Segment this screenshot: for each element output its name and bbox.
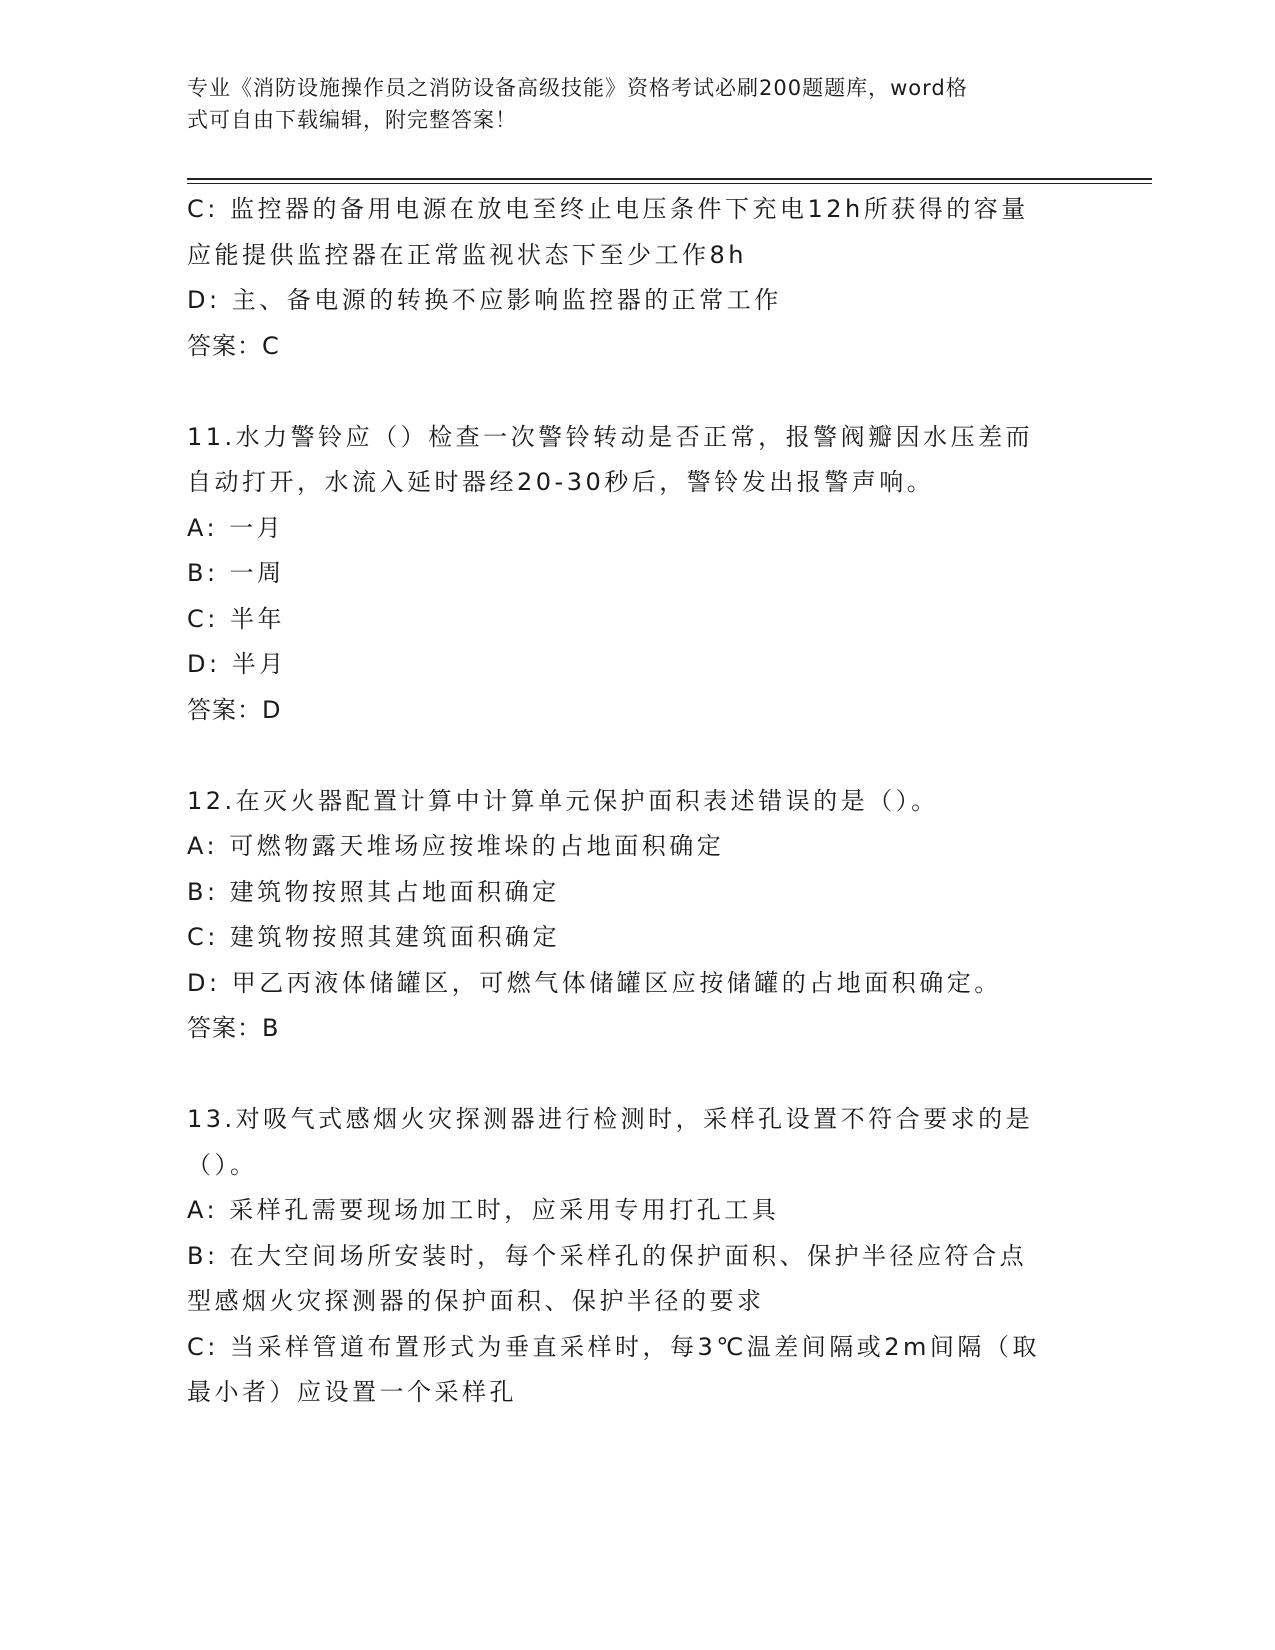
option-c: C: 半年 bbox=[187, 604, 285, 633]
option-b-cont: 型感烟火灾探测器的保护面积、保护半径的要求 bbox=[187, 1287, 765, 1315]
option-d: D: 主、备电源的转换不应影响监控器的正常工作 bbox=[187, 286, 782, 314]
question-stem: 11.水力警铃应（）检查一次警铃转动是否正常，报警阀瓣因水压差而 bbox=[187, 422, 1034, 451]
document-header bbox=[187, 72, 1087, 136]
document-body bbox=[187, 187, 1087, 1416]
option-b: B: 建筑物按照其占地面积确定 bbox=[187, 877, 560, 906]
option-c: C: 监控器的备用电源在放电至终止电压条件下充电12h所获得的容量 bbox=[187, 195, 1029, 223]
header-rule-thin bbox=[187, 183, 1152, 184]
question-12 bbox=[187, 779, 1087, 1052]
answer: 答案：C bbox=[187, 331, 280, 360]
header-line: 式可自由下载编辑，附完整答案！ bbox=[187, 108, 517, 132]
question-11 bbox=[187, 415, 1087, 734]
question-13 bbox=[187, 1097, 1087, 1416]
option-d: D: 半月 bbox=[187, 650, 287, 678]
question-stem: 12.在灭火器配置计算中计算单元保护面积表述错误的是（）。 bbox=[187, 786, 939, 815]
option-a: A: 可燃物露天堆场应按堆垛的占地面积确定 bbox=[187, 832, 725, 860]
answer: 答案：B bbox=[187, 1014, 280, 1042]
answer: 答案：D bbox=[187, 695, 282, 724]
header-rule-thick bbox=[187, 178, 1152, 180]
option-b: B: 在大空间场所安装时，每个采样孔的保护面积、保护半径应符合点 bbox=[187, 1241, 1028, 1270]
option-c-cont: 应能提供监控器在正常监视状态下至少工作8h bbox=[187, 240, 747, 269]
option-c: C: 建筑物按照其建筑面积确定 bbox=[187, 923, 560, 951]
option-c: C: 当采样管道布置形式为垂直采样时，每3℃温差间隔或2m间隔（取 bbox=[187, 1332, 1040, 1361]
question-stem: 13.对吸气式感烟火灾探测器进行检测时，采样孔设置不符合要求的是 bbox=[187, 1105, 1034, 1133]
option-a: A: 一月 bbox=[187, 513, 285, 542]
question-10-continuation bbox=[187, 187, 1087, 369]
option-d: D: 甲乙丙液体储罐区，可燃气体储罐区应按储罐的占地面积确定。 bbox=[187, 968, 1002, 997]
header-line: 专业《消防设施操作员之消防设备高级技能》资格考试必刷200题题库，word格 bbox=[187, 76, 968, 100]
option-a: A: 采样孔需要现场加工时，应采用专用打孔工具 bbox=[187, 1196, 780, 1224]
option-c-cont: 最小者）应设置一个采样孔 bbox=[187, 1378, 517, 1406]
question-stem: 自动打开，水流入延时器经20-30秒后，警铃发出报警声响。 bbox=[187, 468, 935, 496]
question-stem: （）。 bbox=[187, 1150, 258, 1179]
option-b: B: 一周 bbox=[187, 559, 285, 587]
